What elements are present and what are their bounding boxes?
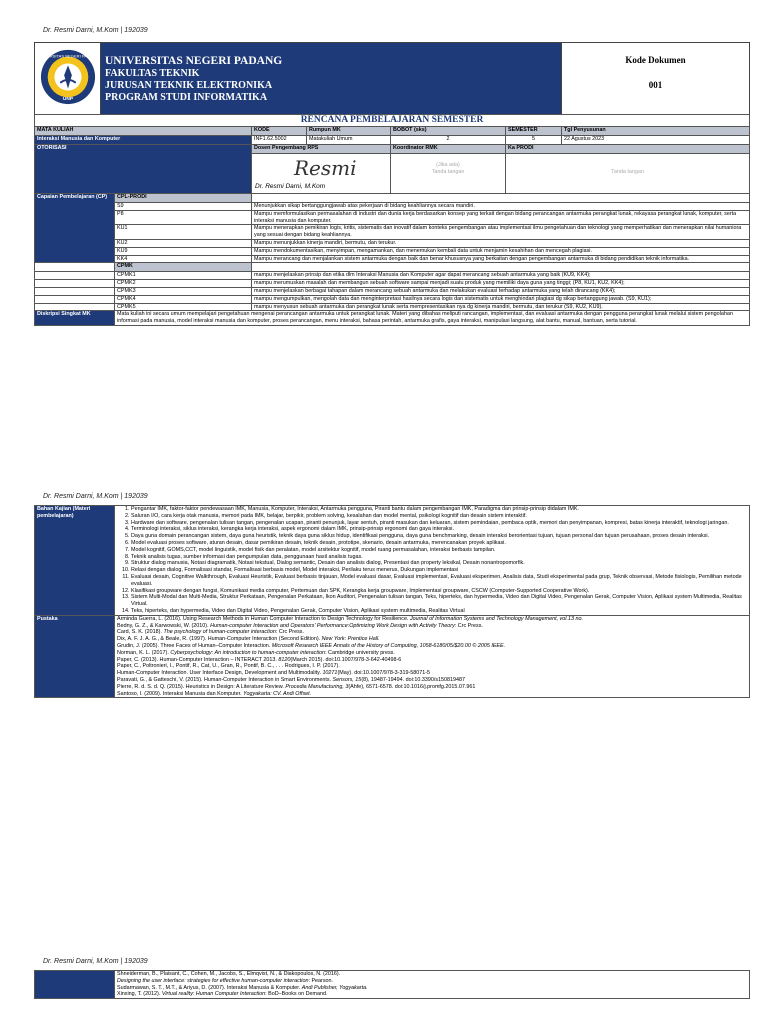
logo-text: UNIVERSITAS NEGERI PADANG [38, 53, 97, 59]
tanda-tangan-text-2: Tanda tangan [611, 169, 644, 175]
list-item: 6. Model evaluasi proses software, aturan desain, dasar pemikiran desain, teknik desain, prototipe, skenario, desain antarmuka, merencanakan proyek aplikasi. [131, 540, 747, 547]
department-name: JURUSAN TEKNIK ELEKTRONIKA [105, 79, 273, 91]
cpl-text: Menunjukkan sikap bertanggungjawab atas pekerjaan di bidang keahliannya secara mandiri. [252, 203, 750, 211]
reference-item: Card, S. K. (2018). The psychology of human-computer interaction: Crc Press. [117, 629, 304, 636]
page3-table [34, 970, 750, 999]
reference-item: Paper, C. (2013). Human-Computer Interaction – INTERACT 2013. 8120(March 2015). doi:10.1007/978-3-642-40498-6 [117, 656, 402, 663]
list-item: 10. Relasi dengan dialog, Formalisasi standar, Formalisasi berbasis model, Model interaksi, Perilaku terus menerus, Dukungan implementasi [131, 567, 747, 574]
col-mata-kuliah: MATA KULIAH [35, 127, 252, 136]
bahan-cell [115, 506, 750, 616]
cpmk-row [35, 287, 750, 295]
pustaka-label: Pustaka [35, 615, 115, 698]
page-header: Dr. Resmi Darni, M.Kom | 192039 [43, 493, 148, 500]
cpmk-row [35, 272, 750, 280]
cpmk-row [35, 280, 750, 288]
cpmk-code: CPMK3 [115, 287, 252, 295]
list-item: 14. Teks, hiperteks, dan hypermedia, Video dan Digital Video, Pengenalan Gerak, Computer Vision, Aplikasi system multimedia, Realitas Virtual [131, 608, 747, 615]
col-kode: KODE [252, 127, 307, 136]
reference-item: Designing the user interface: strategies for effective human-computer interaction: Pearson. [117, 977, 334, 984]
reference-item: Pierre, R. d. S. d. Q. (2015). Heuristics in Design: A Literature Review. Procedia Manufacturing, 3(Ahfe), 6571-6578. doi:10.1016/j.promfg.2015.07.961 [117, 683, 476, 690]
cpl-code: KK4 [115, 255, 252, 263]
deskripsi-label: Diskripsi Singkat MK [35, 311, 115, 326]
col-rumpun: Rumpun MK [307, 127, 391, 136]
course-name: Interaksi Manusia dan Komputer [35, 136, 252, 145]
cpl-text: Mampu menunjukkan kinerja mandiri, bermutu, dan terukur. [252, 239, 750, 247]
dosen-label: Dosen Pengembang RPS [252, 145, 391, 154]
cpmk-text: mampu menjelaskan prinsip dan etika dlm Interaksi Manusia dan Komputer agar dapat merancang sebuah antarmuka yang baik (KU9, KK4); [252, 272, 750, 280]
reference-item: Bedny, G. Z., & Karwowski, W. (2010). Human-computer Interaction and Operators' Performance:Optimizing Work Design with Activity Theory: Crc Press. [117, 622, 483, 629]
cpl-row [35, 247, 750, 255]
pustaka-cell [115, 615, 750, 698]
reference-item: Dix, A. F. J. A. G., & Beale, R. (1997). Human-Computer Interaction (Second Edition). New York: Prentice Hall. [117, 636, 380, 643]
cpl-text: Mampu menerapkan pemikiran logis, kritis, sistematis dan inovatif dalam konteks pengembangan atau implementasi ilmu pengetahuan dan teknologi yang memperhatikan dan menerapkan nilai humaniora yang sesuai dengan bidang keahliannya. [252, 225, 750, 240]
list-item: 8. Teknik analisis tugas, sumber informasi dan pengumpulan data, penggunaan hasil analisis tugas. [131, 554, 747, 561]
university-name: UNIVERSITAS NEGERI PADANG [105, 54, 283, 67]
institution-names [101, 43, 562, 115]
rps-title: RENCANA PEMBELAJARAN SEMESTER [35, 115, 750, 127]
list-item: 3. Hardware dan software, pengenalan tulisan tangan, pengenalan ucapan, piranti penunjuk, layar sentuh, piranti masukan dan keluaran, sistem pemindaian, pembaca optik, memori dan penyimpanan, kompresi, batas kinerja interaktif, teknologi jaringan. [131, 520, 747, 527]
faculty-name: FAKULTAS TEKNIK [105, 67, 200, 79]
cpl-row [35, 239, 750, 247]
reference-item: Paravati, G., & Gatteschi, V. (2015). Human-Computer Interaction in Smart Environments. Sensors, 15(8), 19487-19494. doi:10.3390/s150819487 [117, 676, 466, 683]
reference-item: Arminda Guerra, L. (2016). Using Research Methods in Human Computer Interaction to Design Technology for Resilience. Journal of Information Systems and Technology Management, vol.13 no. [117, 615, 583, 622]
list-item: 13. Sistem Multi-Modal dan Multi-Media, Struktur Perkataan, Pengenalan Perkataan, Ikon Auditori, Pengenalan tulisan tangan, Teks, hiperteks, dan hypermedia, Video dan Digital Video, Pengenalan Gerak, Computer Vision, Aplikasi system Multimedia, Realitas Virtual. [131, 594, 747, 608]
reference-item: Shneiderman, B., Plaisant, C., Cohen, M., Jacobs, S., Elmqvist, N., & Diakopoulos, N. (2016). [117, 971, 341, 977]
institution-header [34, 42, 750, 115]
reference-item: Xinxing, T. (2012). Virtual reality: Human Computer Interaction: BoD–Books on Demand. [117, 991, 328, 998]
cpl-label: CPL-PRODI [115, 194, 252, 203]
logo-sub: UNP [62, 97, 73, 103]
logo-cell [35, 43, 101, 115]
reference-item: Paper, C., Poltronieri, I., Pontif, R., Cat, U., Gran, R., Pontif, B. C., . . . Rodrigues, I. P. (2017). [117, 663, 340, 670]
course-bobot: 2 [391, 136, 506, 145]
capaian-label: Capaian Pembelajaran (CP) [35, 194, 115, 263]
cpmk-row [35, 303, 750, 311]
kaprodi-label: Ka PRODI [506, 145, 750, 154]
bahan-label: Bahan Kajian (Materi pembelajaran) [35, 506, 115, 616]
cpl-code: KU9 [115, 247, 252, 255]
program-name: PROGRAM STUDI INFORMATIKA [105, 91, 268, 103]
cpl-text: Mampu memformulasikan permasalahan di industri dan dunia kerja berdasarkan konsep yang terkait dengan bidang perancangan antarmuka perangkat lunak, rekayasa perangkat lunak, komputer, serta interaksi manusia dan komputer. [252, 210, 750, 225]
page-header: Dr. Resmi Darni, M.Kom | 192039 [43, 27, 148, 34]
dosen-name: Dr. Resmi Darni, M.Kom [255, 183, 326, 190]
list-item: 5. Daya guna domain perancangan sistem, daya guna heuristik, teknik daya guna siklus hidup, identifikasi pengguna, daya guna benchmarking, desain interaksi berorientasi tujuan, tujuan personal dan tujuan perusahaan, proses desain interaksi. [131, 533, 747, 540]
col-bobot: BOBOT (sks) [391, 127, 506, 136]
cpl-text: Mampu mendokumentasikan, menyimpan, mengamankan, dan menemukan kembali data untuk menjamin kesahihan dan mencegah plagiasi. [252, 247, 750, 255]
reference-item: Human-Computer Interaction. User Interface Design, Development and Multimodality. 10271(May). doi:10.1007/978-3-319-58071-5 [117, 670, 431, 677]
otorisasi-label: OTORISASI [35, 145, 252, 194]
doc-code-cell [562, 43, 750, 115]
rps-table [34, 114, 750, 326]
cpmk-label: CPMK [115, 263, 252, 272]
reference-item: Norman, K. L. (2017). Cyberpsychology: An introduction to human-computer interaction: Cambridge university press. [117, 649, 395, 656]
dosen-signature-cell [252, 154, 391, 194]
list-item: 9. Struktur dialog manusia, Notasi diagramatik, Notasi tekstual, Dialog semantic, Desain dan analisis dialog, Presentasi dan property leksikal, Desain nonantropomorfik. [131, 560, 747, 567]
cpl-code: P8 [115, 210, 252, 225]
doc-code-value: 001 [648, 80, 663, 90]
page-header: Dr. Resmi Darni, M.Kom | 192039 [43, 958, 148, 965]
koordinator-label: Koordinator RMK [391, 145, 506, 154]
cpmk-code: CPMK2 [115, 280, 252, 288]
signature: Resmi [294, 156, 357, 180]
cpl-row [35, 225, 750, 240]
course-rumpun: Matakuliah Umum [307, 136, 391, 145]
list-item: 4. Terminologi interaksi, siklus interaksi, kerangka kerja interaksi, aspek ergonomi dalam IMK, prinsip-prinsip ergonomi dan gaya interaksi. [131, 526, 747, 533]
cpmk-text: mampu mengumpulkan, mengolah data dan menginterpretasi hasilnya secara logis dan sistematis untuk menghindari plagiasi dg sikap bertanggung jawab. (S9, KU1); [252, 295, 750, 303]
page2-table [34, 505, 750, 698]
cpl-code: KU2 [115, 239, 252, 247]
cpl-row [35, 203, 750, 211]
list-item: 2. Saluran I/O, cara kerja otak manusia, memori pada IMK, belajar, berpikir, problem solving, kesalahan dan model mental, psikologi kognitif dan desain sistem interaktif. [131, 513, 747, 520]
course-semester: 5 [506, 136, 562, 145]
bahan-list [117, 506, 747, 615]
cpmk-text: mampu merumuskan masalah dan membangun sebuah software sampai menjadi suatu produk yang memiliki daya guna yang tinggi; (P8, KU1, KU2, KK4); [252, 280, 750, 288]
list-item: 7. Model kognitif, GOMS,CCT, model linguistik, model fisik dan peralatan, model arsitektur kognitif, model ruang permasalahan, interaksi berbasis tampilan. [131, 547, 747, 554]
reference-item: Santoso, I. (2009). Interaksi Manusia dan Komputer. Yogyakarta: CV. Andi Offset. [117, 690, 312, 697]
reference-item: Grudin, J. (2005). Three Faces of Human–Computer Interaction. Microsoft Research IEEE Annals of the History of Computing, 1058-6180/05/$20.00 © 2005 IEEE. [117, 642, 506, 649]
course-date: 22 Agustus 2023 [562, 136, 750, 145]
cpl-code: KU1 [115, 225, 252, 240]
koordinator-sign-cell [391, 154, 506, 194]
course-code: INF1.62.5002 [252, 136, 307, 145]
cpmk-code: CPMK5 [115, 303, 252, 311]
col-tgl: Tgl Penyusunan [562, 127, 750, 136]
kaprodi-sign-cell [506, 154, 750, 194]
list-item: 12. Klasifikasi groupware dengan fungsi, Komunikasi media computer, Pertemuan dan SPK, Kerangka kerja groupware, Implementasi groupware, CSCW (Computer-Supported Cooperative Work). [131, 588, 747, 595]
cpmk-code: CPMK1 [115, 272, 252, 280]
pustaka-cell-continued [115, 971, 750, 999]
col-semester: SEMESTER [506, 127, 562, 136]
cpl-row [35, 210, 750, 225]
cpl-text: Mampu merancang dan menjalankan sistem antarmuka dengan baik dan benar khususnya yang berkaitan dengan pengembangan antarmuka di bidang pendidikan teknik informatika. [252, 255, 750, 263]
jika-ada-text: (Jika ada) [436, 162, 460, 168]
unp-logo [39, 48, 97, 106]
list-item: 1. Pengantar IMK, faktor-faktor pendewasaan IMK, Manusia, Komputer, Interaksi, Antarmuka pengguna, Piranti bantu dalam pengembangan IMK, Paradigma dan prinsip-prinsip didalam IMK. [131, 506, 747, 513]
tanda-tangan-text: Tanda tangan [431, 168, 465, 175]
cpmk-row [35, 295, 750, 303]
list-item: 11. Evaluasi desain, Cognitive Walkthrough, Evaluasi Heuristik, Evaluasi berbasis tinjauan, Model evaluasi dasar, Evaluasi implementasi, Evaluasi eksperimen, Analisis data, Studi eksperimental pada grup, Teknik observasi, Metode fisiologis, Pemilihan metode evaluasi. [131, 574, 747, 588]
deskripsi-text: Mata kuliah ini secara umum mempelajari pengetahuan mengenai perancangan antarmuka untuk perangkat lunak. Materi yang dibahas meliputi rancangan, implementasi, dan evaluasi antarmuka dengan pengguna perangkat lunak melalui sistem pengolahan informasi pada manusia, model interaksi manusia dan komputer, proses perancangan, menu interaksi, bahasa perintah, antarmuka grafis, gaya interaksi, manipulasi langsung, alat bantu, manual, bantuan, serta tutorial. [115, 311, 750, 326]
cpmk-text: mampu menjelaskan berbagai tahapan dalam merancang sebuah antarmuka dan melakukan evaluasi terhadap antarmuka yang telah dirancang (KK4); [252, 287, 750, 295]
cpmk-code: CPMK4 [115, 295, 252, 303]
reference-item: Sudarmawan, S. T., M.T., & Ariyus, D. (2007). Interaksi Manusia & Komputer. Andi Publisher, Yogyakarta. [117, 984, 368, 991]
cpl-code: S9 [115, 203, 252, 211]
cpmk-text: mampu menyusun sebuah antarmuka dan perangkat lunak serta mempresentasikan nya dg kinerja mandiri, bermutu, dan terukur (S9, KU2, KU9). [252, 303, 750, 311]
doc-code-label: Kode Dokumen [625, 55, 686, 65]
cpl-row [35, 255, 750, 263]
